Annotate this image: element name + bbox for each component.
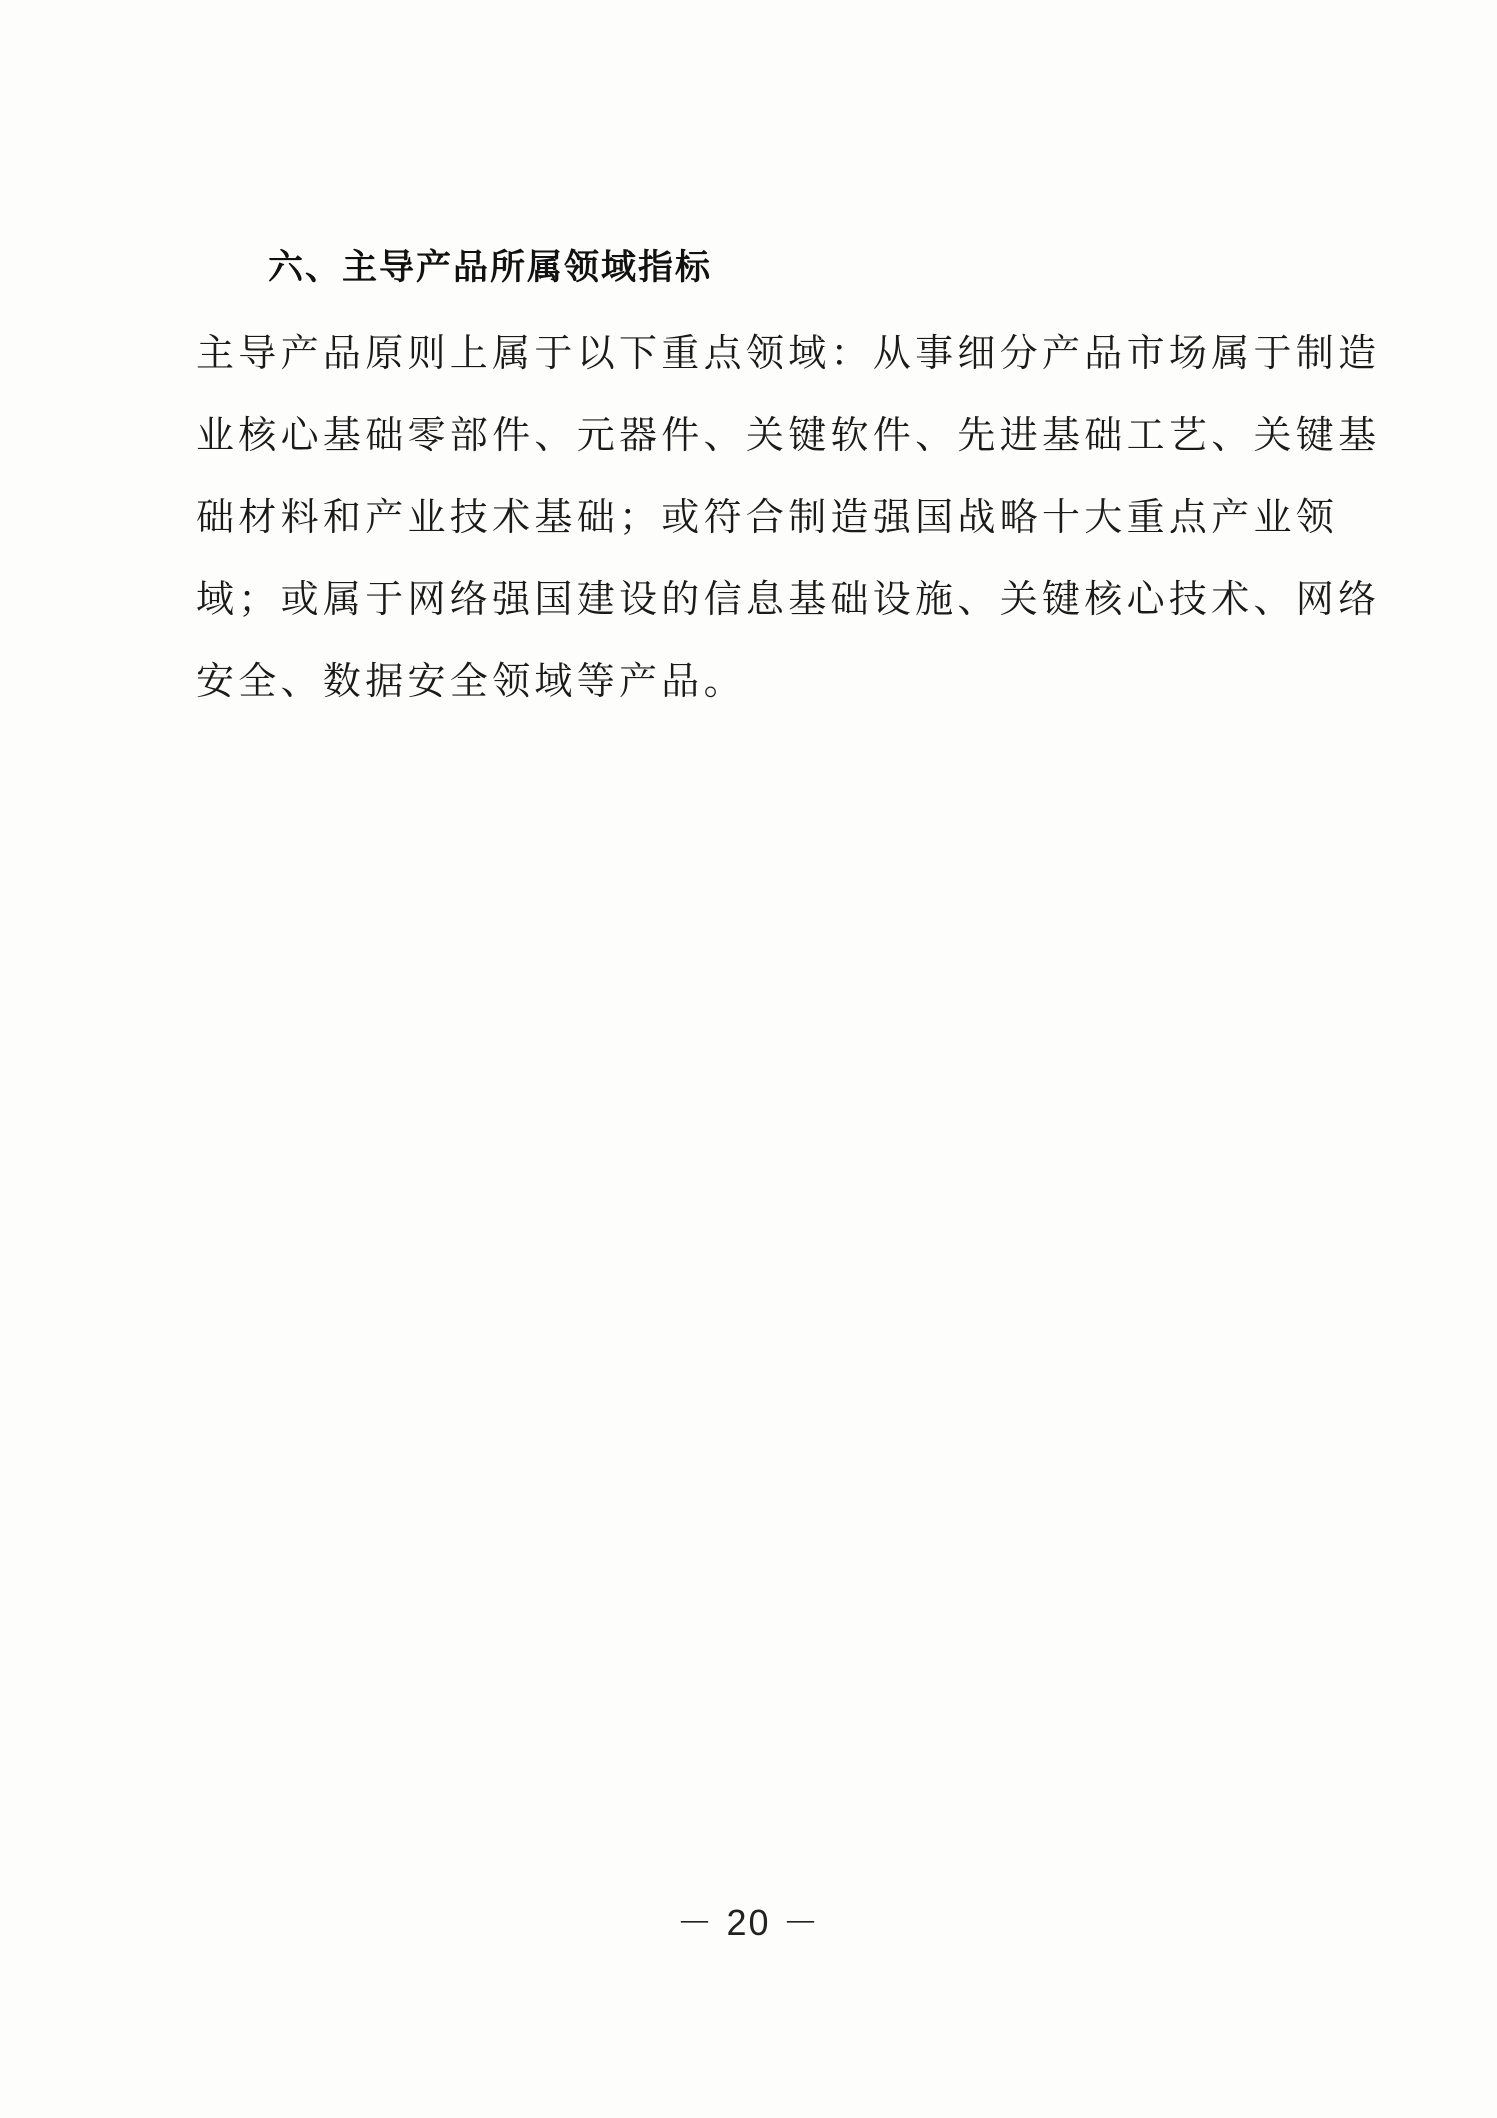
- paragraph-line-1: 主导产品原则上属于以下重点领域：从事细分产品市场属于制造: [196, 331, 1381, 375]
- section-heading: 六、主导产品所属领域指标: [268, 248, 713, 288]
- page-number: － 20 －: [676, 1902, 821, 1943]
- paragraph-line-3: 础材料和产业技术基础；或符合制造强国战略十大重点产业领: [196, 495, 1339, 539]
- paragraph-line-4: 域；或属于网络强国建设的信息基础设施、关键核心技术、网络: [196, 577, 1381, 621]
- body-paragraph: [196, 312, 1381, 722]
- paragraph-line-2: 业核心基础零部件、元器件、关键软件、先进基础工艺、关键基: [196, 413, 1381, 457]
- paragraph-line-5: 安全、数据安全领域等产品。: [196, 659, 746, 703]
